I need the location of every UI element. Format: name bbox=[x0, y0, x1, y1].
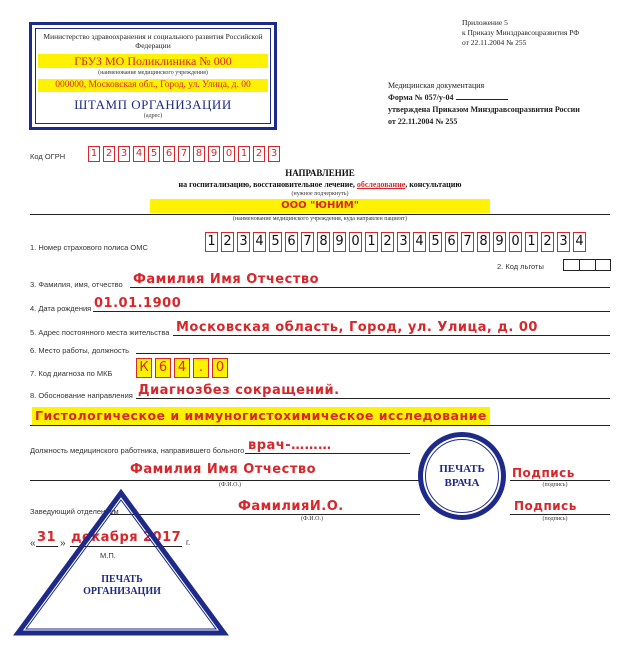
recipient-line bbox=[30, 214, 610, 215]
residence-address-value: Московская область, Город, ул. Улица, д. 00 bbox=[176, 320, 538, 335]
appendix-line-2: к Приказу Минздравсоцразвития РФ bbox=[462, 28, 580, 37]
code-box: 9 bbox=[208, 146, 220, 162]
code-box: 7 bbox=[301, 232, 314, 252]
code-box: 0 bbox=[212, 358, 228, 378]
department-head-signature-line bbox=[510, 514, 610, 515]
date-open-quote: « bbox=[30, 538, 36, 549]
icd-code-label: 7. Код диагноза по МКБ bbox=[30, 369, 113, 378]
code-box: . bbox=[193, 358, 209, 378]
birth-date-value: 01.01.1900 bbox=[94, 296, 182, 311]
organization-name: ГБУЗ МО Поликлиника № 000 bbox=[38, 54, 268, 68]
department-head-fio-caption: (Ф.И.О.) bbox=[301, 516, 323, 522]
code-box: 8 bbox=[193, 146, 205, 162]
patient-name-line bbox=[130, 287, 610, 288]
code-box: 6 bbox=[285, 232, 298, 252]
appendix-line-3: от 22.11.2004 № 255 bbox=[462, 38, 527, 47]
doctor-seal bbox=[418, 432, 506, 520]
benefit-code-label: 2. Код льготы bbox=[497, 262, 544, 271]
recipient-institution: ООО "ЮНИМ" bbox=[150, 199, 490, 213]
code-box: 4 bbox=[133, 146, 145, 162]
doctor-position-line bbox=[245, 453, 410, 454]
organization-seal-label bbox=[60, 574, 184, 598]
code-box: 2 bbox=[541, 232, 554, 252]
residence-address-label: 5. Адрес постоянного места жительства bbox=[30, 328, 170, 337]
code-box: 9 bbox=[493, 232, 506, 252]
code-box: К bbox=[136, 358, 152, 378]
organization-address-caption: (адрес) bbox=[143, 113, 163, 119]
code-box: 6 bbox=[155, 358, 171, 378]
code-box: 2 bbox=[253, 146, 265, 162]
approval-line-4: от 22.11.2004 № 255 bbox=[388, 117, 458, 126]
department-head-label: Заведующий отделением bbox=[30, 507, 119, 516]
approval-line-1: Медицинская документация bbox=[388, 81, 485, 90]
code-box: 1 bbox=[365, 232, 378, 252]
code-box: 2 bbox=[221, 232, 234, 252]
code-box: 3 bbox=[237, 232, 250, 252]
document-title: НАПРАВЛЕНИЕ bbox=[285, 168, 355, 178]
approval-line-3: утверждена Приказом Минздравсоцразвития России bbox=[388, 105, 580, 114]
code-box: 9 bbox=[333, 232, 346, 252]
code-box: 3 bbox=[268, 146, 280, 162]
code-box: 6 bbox=[163, 146, 175, 162]
date-year-suffix: г. bbox=[186, 538, 191, 547]
birth-date-label: 4. Дата рождения bbox=[30, 304, 92, 313]
residence-address-line bbox=[173, 335, 610, 336]
appendix-note bbox=[462, 18, 579, 48]
code-box: 3 bbox=[118, 146, 130, 162]
code-box: 3 bbox=[557, 232, 570, 252]
organization-address: 000000, Московская обл., Город, ул. Улица, д. 00 bbox=[38, 79, 268, 92]
date-close-quote: » bbox=[60, 538, 66, 549]
code-box: 0 bbox=[349, 232, 362, 252]
workplace-line bbox=[136, 353, 610, 354]
doctor-name-line bbox=[30, 480, 420, 481]
benefit-code-field[interactable] bbox=[563, 259, 611, 271]
code-box: 0 bbox=[223, 146, 235, 162]
code-box: 1 bbox=[205, 232, 218, 252]
workplace-label: 6. Место работы, должность bbox=[30, 346, 130, 355]
doctor-seal-line-2: ВРАЧА bbox=[444, 477, 480, 489]
policy-label: 1. Номер страхового полиса ОМС bbox=[30, 243, 148, 252]
approval-note bbox=[388, 80, 580, 128]
code-box: 0 bbox=[509, 232, 522, 252]
code-box: 1 bbox=[238, 146, 250, 162]
organization-seal-line-1: ПЕЧАТЬ bbox=[101, 574, 143, 585]
approval-line-2: Форма № 057/у-04 bbox=[388, 92, 580, 104]
code-box: 8 bbox=[477, 232, 490, 252]
code-box: 7 bbox=[178, 146, 190, 162]
doctor-name-value: Фамилия Имя Отчество bbox=[130, 462, 317, 477]
doctor-position-label: Должность медицинского работника, направившего больного bbox=[30, 446, 245, 455]
organization-name-caption: (наименование медицинского учреждения) bbox=[98, 70, 208, 76]
code-box: 5 bbox=[269, 232, 282, 252]
doctor-signature-line bbox=[510, 480, 610, 481]
department-head-signature: Подпись bbox=[514, 499, 577, 513]
code-box: 1 bbox=[88, 146, 100, 162]
referral-reason-line bbox=[136, 398, 610, 399]
doctor-signature-caption: (подпись) bbox=[542, 482, 568, 488]
date-year: 2017 bbox=[143, 530, 182, 545]
code-box: 6 bbox=[445, 232, 458, 252]
patient-name-value: Фамилия Имя Отчество bbox=[133, 272, 320, 287]
policy-number-boxes bbox=[205, 232, 589, 252]
code-box: 2 bbox=[381, 232, 394, 252]
ministry-name: Министерство здравоохранения и социального развития Российской Федерации bbox=[43, 32, 263, 50]
code-box: 3 bbox=[397, 232, 410, 252]
code-box: 5 bbox=[429, 232, 442, 252]
code-box: 4 bbox=[573, 232, 586, 252]
organization-seal bbox=[10, 487, 232, 639]
department-head-signature-caption: (подпись) bbox=[542, 516, 568, 522]
organization-seal-line-2: ОРГАНИЗАЦИИ bbox=[83, 586, 161, 597]
code-box: 2 bbox=[103, 146, 115, 162]
code-box: 7 bbox=[461, 232, 474, 252]
doctor-fio-caption: (Ф.И.О.) bbox=[219, 482, 241, 488]
stamp-label: ШТАМП ОРГАНИЗАЦИИ bbox=[74, 97, 232, 112]
code-box: 4 bbox=[413, 232, 426, 252]
referral-reason-line-2 bbox=[30, 425, 610, 426]
code-box: 4 bbox=[174, 358, 190, 378]
icd-code-boxes bbox=[136, 358, 231, 378]
code-box: 5 bbox=[148, 146, 160, 162]
code-box: 8 bbox=[317, 232, 330, 252]
patient-name-label: 3. Фамилия, имя, отчество bbox=[30, 280, 123, 289]
referral-reason-value: Диагнозбез сокращений. bbox=[138, 383, 340, 398]
code-box: 4 bbox=[253, 232, 266, 252]
recipient-caption: (наименование медицинского учреждения, куда направлен пациент) bbox=[232, 216, 408, 222]
document-subtitle: на госпитализацию, восстановительное лечение, обследование, консультацию bbox=[178, 180, 462, 189]
code-box: 1 bbox=[525, 232, 538, 252]
referral-reason-details: Гистологическое и иммуногистохимическое исследование bbox=[32, 407, 490, 425]
department-head-name: ФамилияИ.О. bbox=[238, 499, 344, 514]
referral-reason-label: 8. Обоснование направления bbox=[30, 391, 133, 400]
birth-date-line bbox=[93, 311, 610, 312]
date-day: 31 bbox=[37, 530, 57, 545]
doctor-position-value: врач-……… bbox=[248, 438, 332, 453]
date-month: декабря bbox=[71, 530, 139, 545]
seal-place-label: М.П. bbox=[100, 551, 116, 560]
doctor-seal-line-1: ПЕЧАТЬ bbox=[439, 463, 485, 475]
underline-caption: (нужное подчеркнуть) bbox=[291, 191, 349, 197]
doctor-signature: Подпись bbox=[512, 466, 575, 480]
ogrn-label: Код ОГРН bbox=[30, 152, 66, 161]
examination-highlight: обследование bbox=[356, 180, 406, 189]
ogrn-code-boxes bbox=[88, 146, 283, 162]
appendix-line-1: Приложение 5 bbox=[462, 18, 508, 27]
